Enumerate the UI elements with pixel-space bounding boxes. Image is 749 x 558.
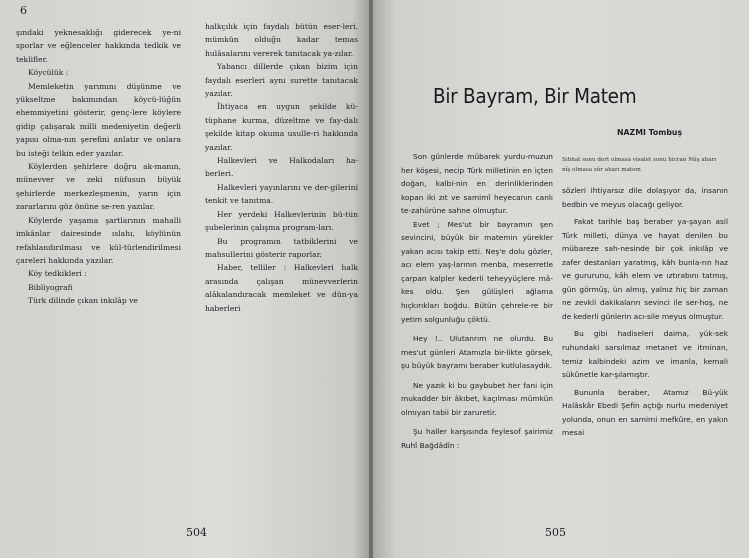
left-column-1 [16,26,181,308]
paragraph: Köylerde yaşama şartlarının mahalli imkânlar dairesinde ıslahı, köylünün refahlandırılması ve kül-türlendirilmesi çareleri hakkında yazılar. [16,215,181,265]
paragraph: Hey !.. Ulutanrım ne olurdu. Bu mes'ut günleri Atamızla bir-likte görsek, şu büyük bayramı beraber kutlulasaydık. [401,334,553,371]
paragraph: Fakat tarihle baş beraber ya-şayan asil Türk milleti, dünya ve hayat denilen bu mübareze sah-nesinde bir çok inkılâp ve zafer destanları yaratmış, kâh bunla-rın haz ve gururunu, kâh elem ve ıztırabını tatmış, gün görmüş, ün almış, yalnız hiç bir zaman ne zevkli dakikaların sevinci ile ser-hoş, ne de kederli günlerin acı-sile meyus olmuştur. [562,217,728,321]
paragraph: Son günlerde mübarek yurdu-muzun her köşesi, necip Türk milletinin en içten doğan, kalbi-nin en derinliklerinden kopan iki zıt ve samimî heyecanın canlı te-zahürüne sahne olmuştur. [401,152,553,216]
page-number-bottom: 504 [186,526,207,539]
paragraph: halkçılık için faydalı bütün eser-leri, mümkün olduğu kadar temas hulâsalarını vererek tanıtacak ya-zılar. [205,22,358,58]
paragraph: Bununla beraber, Atamız Bü-yük Halâskâr Ebedi Şefin açtığı nurlu medeniyet yolunda, onun en samimi mefkûre, en yakın mesai [562,387,728,438]
epigraph: Sıhhat sonu dert olmasa visalet sonu hicran Nûş aharı nîş olmasa sûr aharı matem [562,157,717,173]
page-number-top: 6 [20,4,27,17]
paragraph: Haber, telliler : Halkevleri halk arasında çalışan münevverlerin alâkalandıracak memleket ve dün-ya haberleri [205,263,358,313]
paragraph: Her yerdeki Halkevlerinin bü-tün şubelerinin çalışma program-ları. [205,209,358,233]
page-number-bottom: 505 [545,526,566,539]
paragraph: Türk dilinde çıkan inkılâp ve [28,296,138,306]
paragraph: Yabancı dillerde çıkan bizim için faydalı eserleri aynı surette tanıtacak yazılar. [205,62,358,99]
paragraph: Bu gibi hadiseleri daima, yük-sek ruhundaki sarsılmaz metanet ve itminan, temiz kalbindeki azim ve imanla, kemali sükûnetle kar-şılamıştır. [562,329,728,380]
section-heading-bibliyografi: Bibliyografi [28,282,73,292]
right-column-2 [562,184,728,440]
right-page [373,0,749,558]
right-column-1 [401,150,553,452]
paragraph: Evet ; Mes'ut bir bayramın şen sevincini, büyük bir matemin yürekler yakan acısı takip etti. Neş'e dolu gözler, acı elem yaş-larının menba, meserretle çarpan kalpler kederli teheyyüçlere mâ-kes oldu. Şen gülüşleri ağlama hıçkırıkları boğdu. Bütün çehrele-re bir yetim solgunluğu çöktü. [401,219,553,324]
left-page [0,0,371,558]
paragraph: Şu haller karşısında feylesof şairimiz Ruhî Bağdâdîn : [401,427,553,450]
article-title: Bir Bayram, Bir Matem [433,84,637,108]
paragraph: şındaki yeknesaklığı giderecek ye-ni sporlar ve eğlenceler hakkında tedkik ve teklifler. [16,28,181,64]
paragraph: Halkevleri ve Halkodaları ha-berleri. [205,156,358,179]
paragraph: sözleri ihtiyarsız dile dolaşıyor da, insanın bedbin ve meyus olacağı geliyor. [562,186,728,209]
article-author: NAZMI Tombuş [617,128,683,137]
paragraph: İhtiyaca en uygun şekilde kü-tüphane kurma, düzeltme ve fay-dalı şekilde kitap okuma usulle-ri hakkında yazılar. [205,102,358,152]
paragraph: Halkevleri yayınlarını ve der-gilerini tenkit ve tanıtma. [205,182,358,206]
paragraph: Köylerden şehirlere doğru ak-manın, münevver ve zeki nüfusun büyük şehirlerde merkezleşmenin, yarın için zararlarını göz önüne se-ren yazılar. [16,162,181,212]
paragraph: Bu programın tatbiklerini ve mahsullerini gösterir raporlar. [205,236,358,259]
paragraph: Ne yazık ki bu gaybubet her fani için mukadder bir âkıbet, kaçılması mümkün olmıyan tabii bir zaruretir. [401,380,553,417]
section-heading-koy-tedkikleri: Köy tedkikleri : [28,269,87,279]
paragraph: Memleketin yarımını düşünme ve yükseltme bakımından köycü-lüğün ehemmiyetini gösterir, genç-lere köylere gidip çalışarak milli medeniyetin değerli yapısı olma-nın şerefini anlatır ve onlara bu isteği telkin eder yazılar. [16,81,181,158]
left-column-2 [205,20,358,315]
section-heading-koyculuk: Köycülük : [28,68,69,78]
